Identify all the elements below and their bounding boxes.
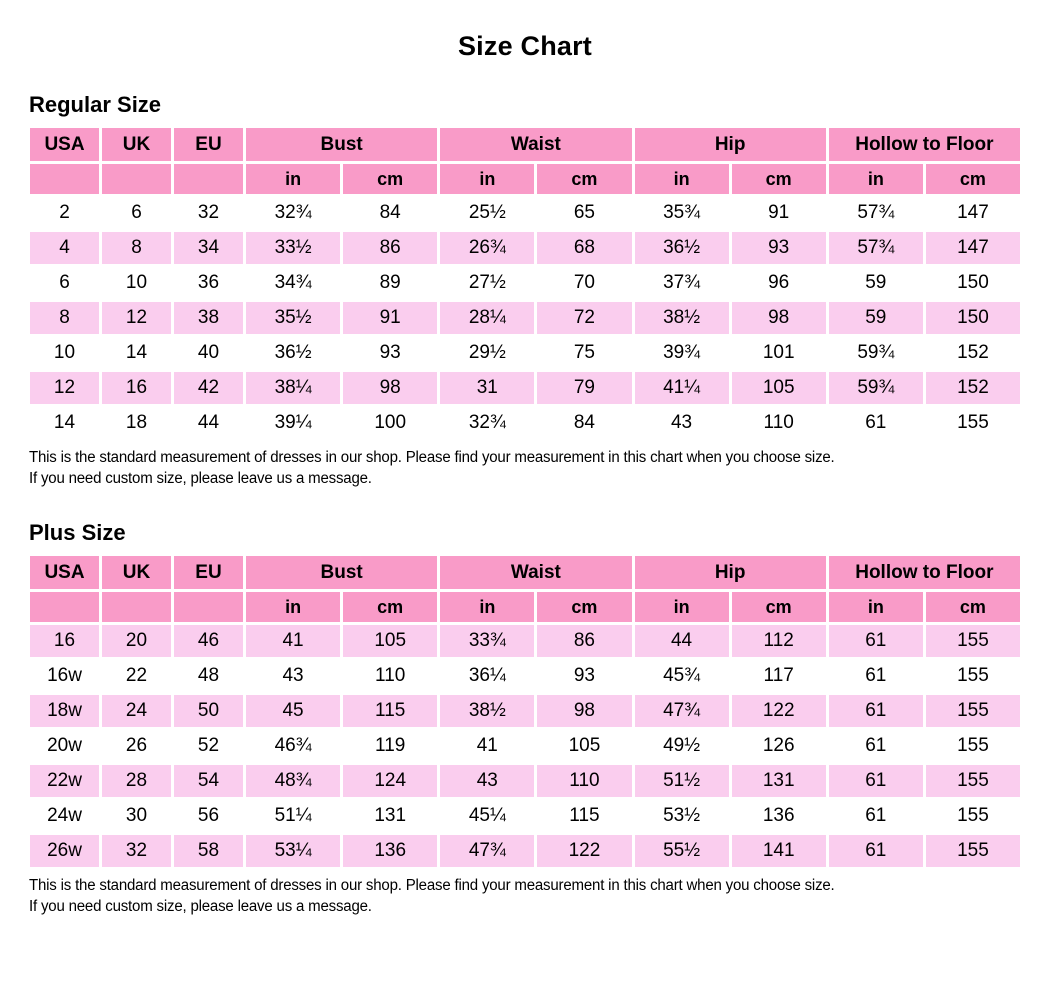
table-cell: 105 xyxy=(730,371,827,406)
table-cell: 122 xyxy=(730,694,827,729)
table-cell: 36½ xyxy=(633,231,730,266)
table-cell: 126 xyxy=(730,729,827,764)
table-cell: 89 xyxy=(342,266,439,301)
table-cell: 4 xyxy=(29,231,101,266)
table-cell: 33½ xyxy=(245,231,342,266)
table-cell: 45¾ xyxy=(633,659,730,694)
table-row xyxy=(29,266,1022,301)
table-cell: 8 xyxy=(101,231,173,266)
table-cell: 131 xyxy=(730,764,827,799)
column-header-eu: EU xyxy=(173,555,245,591)
table-cell: 31 xyxy=(439,371,536,406)
table-cell: 43 xyxy=(633,406,730,441)
unit-header-waist-cm: cm xyxy=(536,163,633,196)
page-title: Size Chart xyxy=(457,31,593,61)
table-cell: 20w xyxy=(29,729,101,764)
table-cell: 155 xyxy=(924,624,1021,659)
table-cell: 59 xyxy=(827,301,924,336)
table-cell: 61 xyxy=(827,729,924,764)
table-cell: 39¾ xyxy=(633,336,730,371)
column-header-hip: Hip xyxy=(633,127,827,163)
table-cell: 84 xyxy=(536,406,633,441)
table-cell: 61 xyxy=(827,799,924,834)
table-cell: 43 xyxy=(439,764,536,799)
table-cell: 59 xyxy=(827,266,924,301)
table-cell: 112 xyxy=(730,624,827,659)
regular-size-heading: Regular Size xyxy=(29,92,162,117)
note-line-2: If you need custom size, please leave us a message. xyxy=(29,470,372,487)
table-cell: 155 xyxy=(924,406,1021,441)
table-cell: 51½ xyxy=(633,764,730,799)
table-cell: 29½ xyxy=(439,336,536,371)
table-cell: 141 xyxy=(730,834,827,869)
table-row xyxy=(29,624,1022,659)
table-cell: 28¼ xyxy=(439,301,536,336)
table-cell: 47¾ xyxy=(633,694,730,729)
table-cell: 44 xyxy=(173,406,245,441)
table-cell: 38¼ xyxy=(245,371,342,406)
table-cell: 75 xyxy=(536,336,633,371)
table-cell: 61 xyxy=(827,406,924,441)
table-cell: 51¼ xyxy=(245,799,342,834)
column-header-waist: Waist xyxy=(439,555,633,591)
table-cell: 50 xyxy=(173,694,245,729)
table-cell: 122 xyxy=(536,834,633,869)
table-row xyxy=(29,231,1022,266)
table-cell: 61 xyxy=(827,694,924,729)
note-line-2: If you need custom size, please leave us a message. xyxy=(29,898,372,915)
table-cell: 115 xyxy=(536,799,633,834)
table-cell: 26 xyxy=(101,729,173,764)
table-row xyxy=(29,659,1022,694)
table-cell: 91 xyxy=(730,196,827,231)
table-cell: 16 xyxy=(101,371,173,406)
table-cell: 36¼ xyxy=(439,659,536,694)
table-cell: 32 xyxy=(173,196,245,231)
table-cell: 70 xyxy=(536,266,633,301)
table-cell: 98 xyxy=(342,371,439,406)
table-cell: 12 xyxy=(29,371,101,406)
table-cell: 65 xyxy=(536,196,633,231)
table-cell: 16w xyxy=(29,659,101,694)
table-cell: 110 xyxy=(536,764,633,799)
plus-size-table xyxy=(27,553,1023,870)
column-header-uk: UK xyxy=(101,127,173,163)
table-cell: 48 xyxy=(173,659,245,694)
table-cell: 152 xyxy=(924,371,1021,406)
unit-header-bust-in: in xyxy=(245,591,342,624)
table-cell: 38½ xyxy=(439,694,536,729)
table-cell: 32¾ xyxy=(245,196,342,231)
table-cell: 115 xyxy=(342,694,439,729)
unit-header-bust-in: in xyxy=(245,163,342,196)
table-cell: 96 xyxy=(730,266,827,301)
table-cell: 14 xyxy=(29,406,101,441)
table-cell: 61 xyxy=(827,764,924,799)
table-cell: 150 xyxy=(924,266,1021,301)
table-cell: 58 xyxy=(173,834,245,869)
unit-header-bust-cm: cm xyxy=(342,163,439,196)
table-cell: 61 xyxy=(827,659,924,694)
table-cell: 10 xyxy=(29,336,101,371)
table-cell: 98 xyxy=(730,301,827,336)
table-cell: 61 xyxy=(827,834,924,869)
table-cell: 46¾ xyxy=(245,729,342,764)
table-cell: 55½ xyxy=(633,834,730,869)
table-cell: 86 xyxy=(342,231,439,266)
table-cell: 53¼ xyxy=(245,834,342,869)
table-cell: 24w xyxy=(29,799,101,834)
table-cell: 136 xyxy=(342,834,439,869)
table-cell: 98 xyxy=(536,694,633,729)
table-cell: 45¼ xyxy=(439,799,536,834)
unit-header-hip-cm: cm xyxy=(730,163,827,196)
table-cell: 155 xyxy=(924,659,1021,694)
table-cell: 91 xyxy=(342,301,439,336)
table-cell: 18w xyxy=(29,694,101,729)
table-cell: 155 xyxy=(924,729,1021,764)
column-header-waist: Waist xyxy=(439,127,633,163)
table-cell: 119 xyxy=(342,729,439,764)
table-cell: 61 xyxy=(827,624,924,659)
table-cell: 79 xyxy=(536,371,633,406)
regular-size-section xyxy=(27,62,1023,489)
table-cell: 68 xyxy=(536,231,633,266)
empty-subheader-cell xyxy=(29,591,101,624)
plus-size-section xyxy=(27,489,1023,917)
table-cell: 18 xyxy=(101,406,173,441)
empty-subheader-cell xyxy=(101,163,173,196)
unit-header-hollow-to-floor-in: in xyxy=(827,591,924,624)
table-cell: 59¾ xyxy=(827,336,924,371)
table-cell: 100 xyxy=(342,406,439,441)
table-cell: 46 xyxy=(173,624,245,659)
regular-size-table xyxy=(27,125,1023,442)
empty-subheader-cell xyxy=(29,163,101,196)
table-cell: 93 xyxy=(730,231,827,266)
table-row xyxy=(29,371,1022,406)
column-header-eu: EU xyxy=(173,127,245,163)
table-cell: 101 xyxy=(730,336,827,371)
unit-header-hollow-to-floor-cm: cm xyxy=(924,163,1021,196)
table-cell: 33¾ xyxy=(439,624,536,659)
header-row xyxy=(29,127,1022,163)
empty-subheader-cell xyxy=(101,591,173,624)
unit-header-waist-cm: cm xyxy=(536,591,633,624)
table-cell: 2 xyxy=(29,196,101,231)
table-cell: 36 xyxy=(173,266,245,301)
unit-header-waist-in: in xyxy=(439,591,536,624)
table-row xyxy=(29,694,1022,729)
table-cell: 6 xyxy=(29,266,101,301)
table-cell: 28 xyxy=(101,764,173,799)
table-cell: 37¾ xyxy=(633,266,730,301)
table-cell: 150 xyxy=(924,301,1021,336)
table-cell: 59¾ xyxy=(827,371,924,406)
table-cell: 24 xyxy=(101,694,173,729)
column-header-bust: Bust xyxy=(245,555,439,591)
table-cell: 16 xyxy=(29,624,101,659)
table-row xyxy=(29,301,1022,336)
table-cell: 34¾ xyxy=(245,266,342,301)
table-cell: 93 xyxy=(342,336,439,371)
column-header-usa: USA xyxy=(29,555,101,591)
table-cell: 38 xyxy=(173,301,245,336)
table-cell: 8 xyxy=(29,301,101,336)
table-cell: 53½ xyxy=(633,799,730,834)
table-cell: 147 xyxy=(924,231,1021,266)
table-cell: 35¾ xyxy=(633,196,730,231)
units-row xyxy=(29,591,1022,624)
table-cell: 84 xyxy=(342,196,439,231)
table-cell: 49½ xyxy=(633,729,730,764)
table-row xyxy=(29,729,1022,764)
table-cell: 124 xyxy=(342,764,439,799)
table-cell: 155 xyxy=(924,799,1021,834)
table-cell: 34 xyxy=(173,231,245,266)
table-cell: 54 xyxy=(173,764,245,799)
table-cell: 105 xyxy=(536,729,633,764)
table-cell: 152 xyxy=(924,336,1021,371)
column-header-uk: UK xyxy=(101,555,173,591)
column-header-hip: Hip xyxy=(633,555,827,591)
measurement-note xyxy=(29,875,1009,917)
table-cell: 40 xyxy=(173,336,245,371)
table-cell: 48¾ xyxy=(245,764,342,799)
table-row xyxy=(29,406,1022,441)
table-cell: 86 xyxy=(536,624,633,659)
table-cell: 47¾ xyxy=(439,834,536,869)
unit-header-waist-in: in xyxy=(439,163,536,196)
table-cell: 22w xyxy=(29,764,101,799)
table-cell: 22 xyxy=(101,659,173,694)
table-cell: 32 xyxy=(101,834,173,869)
table-cell: 105 xyxy=(342,624,439,659)
table-row xyxy=(29,834,1022,869)
table-cell: 10 xyxy=(101,266,173,301)
plus-size-heading: Plus Size xyxy=(29,520,126,545)
table-cell: 136 xyxy=(730,799,827,834)
empty-subheader-cell xyxy=(173,163,245,196)
units-row xyxy=(29,163,1022,196)
table-cell: 38½ xyxy=(633,301,730,336)
table-cell: 45 xyxy=(245,694,342,729)
unit-header-hip-in: in xyxy=(633,163,730,196)
table-cell: 6 xyxy=(101,196,173,231)
table-cell: 41 xyxy=(439,729,536,764)
table-cell: 26w xyxy=(29,834,101,869)
header-row xyxy=(29,555,1022,591)
table-cell: 41¼ xyxy=(633,371,730,406)
unit-header-hip-in: in xyxy=(633,591,730,624)
table-cell: 117 xyxy=(730,659,827,694)
column-header-bust: Bust xyxy=(245,127,439,163)
table-cell: 30 xyxy=(101,799,173,834)
table-cell: 155 xyxy=(924,834,1021,869)
column-header-hollow-to-floor: Hollow to Floor xyxy=(827,127,1021,163)
table-cell: 14 xyxy=(101,336,173,371)
table-cell: 56 xyxy=(173,799,245,834)
table-cell: 110 xyxy=(342,659,439,694)
note-line-1: This is the standard measurement of dresses in our shop. Please find your measurement in this chart when you choose size. xyxy=(29,449,835,466)
column-header-usa: USA xyxy=(29,127,101,163)
table-cell: 155 xyxy=(924,694,1021,729)
table-cell: 26¾ xyxy=(439,231,536,266)
unit-header-bust-cm: cm xyxy=(342,591,439,624)
unit-header-hollow-to-floor-cm: cm xyxy=(924,591,1021,624)
table-cell: 57¾ xyxy=(827,196,924,231)
table-cell: 155 xyxy=(924,764,1021,799)
table-cell: 36½ xyxy=(245,336,342,371)
table-cell: 42 xyxy=(173,371,245,406)
table-cell: 110 xyxy=(730,406,827,441)
table-cell: 27½ xyxy=(439,266,536,301)
table-cell: 57¾ xyxy=(827,231,924,266)
table-cell: 12 xyxy=(101,301,173,336)
table-cell: 39¼ xyxy=(245,406,342,441)
table-cell: 131 xyxy=(342,799,439,834)
table-cell: 41 xyxy=(245,624,342,659)
table-cell: 25½ xyxy=(439,196,536,231)
unit-header-hollow-to-floor-in: in xyxy=(827,163,924,196)
table-row xyxy=(29,764,1022,799)
measurement-note xyxy=(29,447,1009,489)
unit-header-hip-cm: cm xyxy=(730,591,827,624)
empty-subheader-cell xyxy=(173,591,245,624)
column-header-hollow-to-floor: Hollow to Floor xyxy=(827,555,1021,591)
table-cell: 93 xyxy=(536,659,633,694)
table-cell: 20 xyxy=(101,624,173,659)
table-cell: 32¾ xyxy=(439,406,536,441)
table-cell: 72 xyxy=(536,301,633,336)
table-cell: 43 xyxy=(245,659,342,694)
table-row xyxy=(29,799,1022,834)
table-row xyxy=(29,196,1022,231)
table-cell: 52 xyxy=(173,729,245,764)
table-cell: 147 xyxy=(924,196,1021,231)
table-cell: 35½ xyxy=(245,301,342,336)
table-row xyxy=(29,336,1022,371)
table-cell: 44 xyxy=(633,624,730,659)
note-line-1: This is the standard measurement of dresses in our shop. Please find your measurement in this chart when you choose size. xyxy=(29,877,835,894)
